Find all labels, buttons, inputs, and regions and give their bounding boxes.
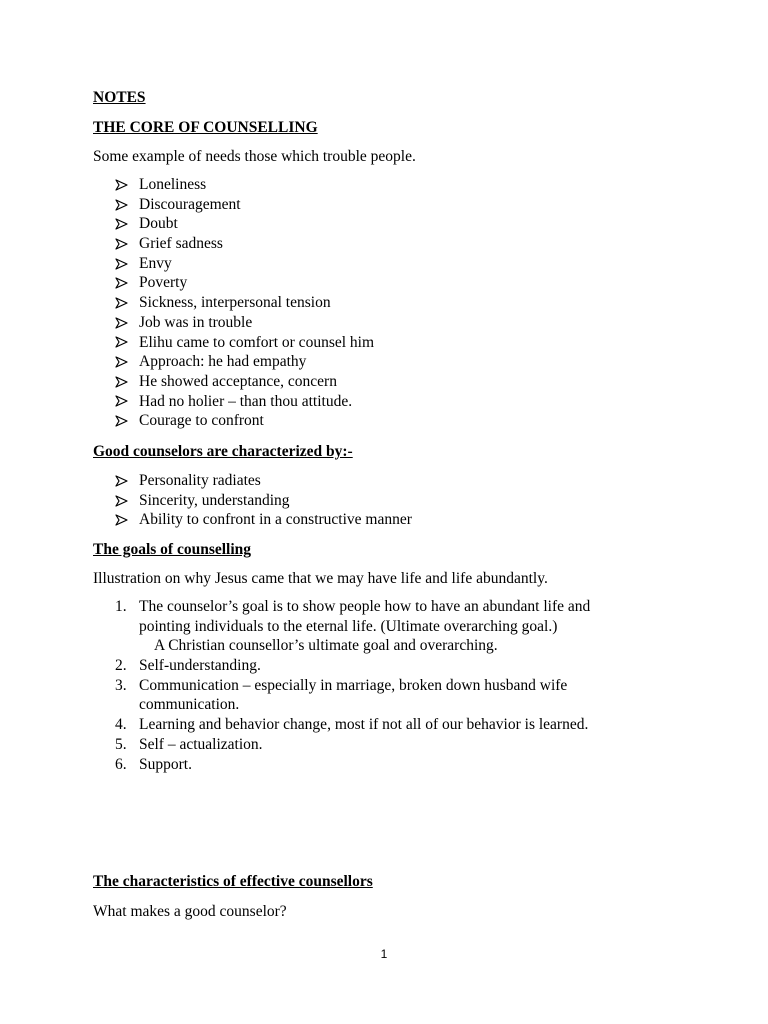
- goal-item: [93, 597, 590, 656]
- arrow-bullet-icon: [115, 175, 131, 195]
- notes-title: NOTES: [93, 89, 146, 106]
- goals-intro: Illustration on why Jesus came that we may have life and life abundantly.: [93, 570, 548, 587]
- need-item-text: Doubt: [139, 215, 178, 233]
- need-item: [93, 214, 374, 234]
- goal-item: [93, 656, 590, 676]
- need-item-text: Envy: [139, 254, 172, 272]
- need-item: [93, 392, 374, 412]
- arrow-bullet-icon: [115, 273, 131, 293]
- need-item: [93, 273, 374, 293]
- arrow-bullet-icon: [115, 333, 131, 353]
- need-item: [93, 175, 374, 195]
- arrow-bullet-icon: [115, 411, 131, 431]
- goal-number: 6.: [115, 755, 127, 773]
- need-item-text: Job was in trouble: [139, 313, 253, 331]
- goal-item: [93, 755, 590, 775]
- need-item-text: Loneliness: [139, 176, 207, 193]
- goal-text-line1: Self-understanding.: [139, 657, 261, 675]
- goal-item: [93, 735, 590, 755]
- need-item-text: Elihu came to comfort or counsel him: [139, 333, 375, 351]
- goal-number: 2.: [115, 657, 127, 675]
- arrow-bullet-icon: [115, 234, 131, 254]
- need-item: [93, 352, 374, 372]
- need-item: [93, 313, 374, 333]
- goal-number: 5.: [115, 735, 127, 753]
- need-item-text: Sickness, interpersonal tension: [139, 294, 331, 312]
- need-item-text: Discouragement: [139, 195, 241, 213]
- goal-item: [93, 676, 590, 715]
- arrow-bullet-icon: [115, 352, 131, 372]
- need-item-text: He showed acceptance, concern: [139, 372, 337, 390]
- goal-text-line1: Self – actualization.: [139, 735, 263, 753]
- need-item: [93, 372, 374, 392]
- good-counselor-item: [93, 491, 412, 511]
- good-counselor-item: [93, 510, 412, 530]
- need-item-text: Courage to confront: [139, 412, 264, 430]
- goal-text-line1: Support.: [139, 755, 192, 773]
- characteristics-question: What makes a good counselor?: [93, 903, 287, 920]
- need-item-text: Approach: he had empathy: [139, 353, 307, 371]
- arrow-bullet-icon: [115, 313, 131, 333]
- arrow-bullet-icon: [115, 214, 131, 234]
- need-item: [93, 254, 374, 274]
- good-counselor-item: [93, 471, 412, 491]
- need-item: [93, 333, 374, 353]
- good-counselor-item-text: Personality radiates: [139, 472, 261, 489]
- needs-list: [93, 175, 374, 431]
- goal-text-line3: A Christian counsellor’s ultimate goal and overarching.: [154, 637, 498, 655]
- goal-number: 1.: [115, 598, 127, 615]
- need-item: [93, 411, 374, 431]
- goal-number: 4.: [115, 716, 127, 734]
- arrow-bullet-icon: [115, 254, 131, 274]
- need-item: [93, 234, 374, 254]
- goal-text-line2: pointing individuals to the eternal life. (Ultimate overarching goal.): [139, 617, 558, 635]
- arrow-bullet-icon: [115, 392, 131, 412]
- goal-text-line1: Learning and behavior change, most if not all of our behavior is learned.: [139, 716, 589, 734]
- arrow-bullet-icon: [115, 491, 131, 511]
- goal-text-line2: communication.: [139, 696, 240, 714]
- goals-title: The goals of counselling: [93, 541, 252, 558]
- arrow-bullet-icon: [115, 372, 131, 392]
- goal-text-line1: The counselor’s goal is to show people how to have an abundant life and: [139, 598, 591, 615]
- good-counselors-list: [93, 471, 412, 530]
- good-counselor-item-text: Sincerity, understanding: [139, 491, 290, 509]
- goals-list: [93, 597, 590, 774]
- goal-item: [93, 715, 590, 735]
- characteristics-title: The characteristics of effective counsellors: [93, 873, 373, 890]
- need-item: [93, 293, 374, 313]
- need-item-text: Poverty: [139, 274, 188, 292]
- good-counselor-item-text: Ability to confront in a constructive manner: [139, 511, 412, 529]
- page-number: 1: [380, 947, 388, 961]
- intro-text: Some example of needs those which trouble people.: [93, 148, 416, 165]
- need-item-text: Grief sadness: [139, 235, 223, 253]
- goal-number: 3.: [115, 676, 127, 694]
- arrow-bullet-icon: [115, 195, 131, 215]
- arrow-bullet-icon: [115, 471, 131, 491]
- core-title: THE CORE OF COUNSELLING: [93, 119, 318, 136]
- goal-text-line1: Communication – especially in marriage, broken down husband wife: [139, 676, 568, 694]
- need-item: [93, 195, 374, 215]
- need-item-text: Had no holier – than thou attitude.: [139, 392, 353, 410]
- arrow-bullet-icon: [115, 510, 131, 530]
- arrow-bullet-icon: [115, 293, 131, 313]
- good-counselors-title: Good counselors are characterized by:-: [93, 443, 353, 460]
